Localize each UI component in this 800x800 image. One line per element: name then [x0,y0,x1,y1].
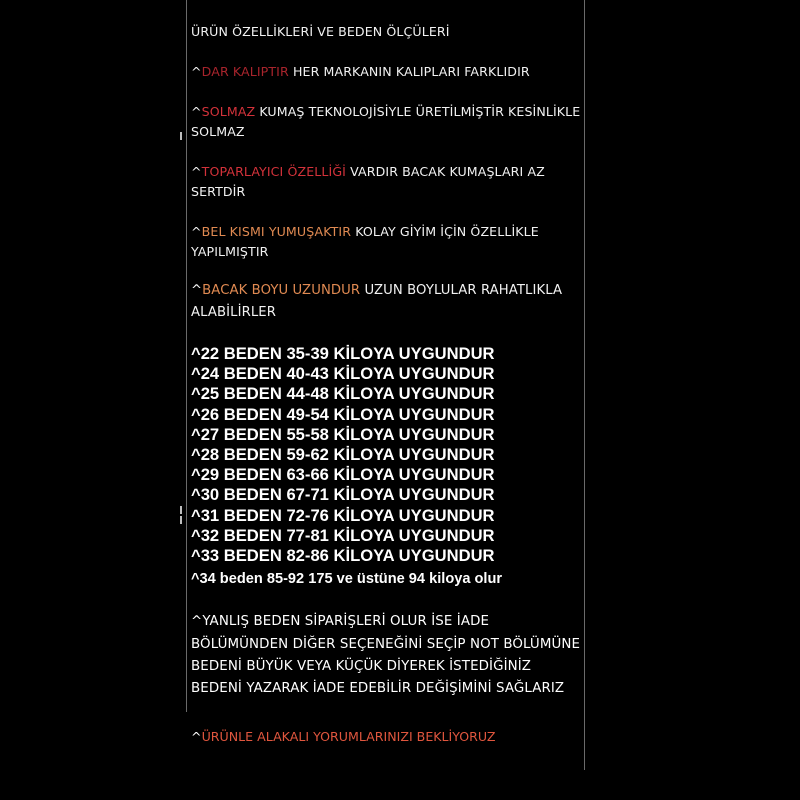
size-row: ^31 BEDEN 72-76 KİLOYA UYGUNDUR [191,505,495,525]
feature-soft-waist: ^BEL KISMI YUMUŞAKTIR KOLAY GİYİM İÇİN ÖZELLİKLE YAPILMIŞTIR [191,224,539,259]
size-row: ^33 BEDEN 82-86 KİLOYA UYGUNDUR [191,546,495,566]
size-row: ^30 BEDEN 67-71 KİLOYA UYGUNDUR [191,485,495,505]
panel-left-border [186,0,187,712]
size-row-34: ^34 beden 85-92 175 ve üstüne 94 kiloya olur [191,571,503,588]
size-row: ^28 BEDEN 59-62 KİLOYA UYGUNDUR [191,445,495,465]
edge-tick-mark [180,516,182,524]
size-row: ^22 BEDEN 35-39 KİLOYA UYGUNDUR [191,344,495,363]
size-row: ^29 BEDEN 63-66 KİLOYA UYGUNDUR [191,465,495,485]
size-chart [191,344,581,566]
page-title: ÜRÜN ÖZELLİKLERİ VE BEDEN ÖLÇÜLERİ [191,24,450,39]
size-row: ^24 BEDEN 40-43 KİLOYA UYGUNDUR [191,364,495,384]
footer-note: ^ÜRÜNLE ALAKALI YORUMLARINIZI BEKLİYORUZ [191,728,496,744]
feature-narrow-fit: ^DAR KALIPTIR HER MARKANIN KALIPLARI FARKLIDIR [191,64,530,79]
panel-right-border [584,0,585,770]
edge-tick-mark [180,132,182,140]
feature-long-leg: ^BACAK BOYU UZUNDUR UZUN BOYLULAR RAHATLIKLA ALABİLİRLER [191,283,563,320]
return-note: ^YANLIŞ BEDEN SİPARİŞLERİ OLUR İSE İADE BÖLÜMÜNDEN DİĞER SEÇENEĞİNİ SEÇİP NOT BÖLÜMÜNE BEDENİ BÜYÜK VEYA KÜÇÜK DİYEREK İSTEDİĞİNİZ BEDENİ YAZARAK İADE EDEBİLİR DEĞİŞİMİNİ SAĞLARIZ [191,614,581,697]
size-row: ^26 BEDEN 49-54 KİLOYA UYGUNDUR [191,404,495,424]
size-row: ^27 BEDEN 55-58 KİLOYA UYGUNDUR [191,424,495,444]
size-row: ^32 BEDEN 77-81 KİLOYA UYGUNDUR [191,525,495,545]
size-row: ^25 BEDEN 44-48 KİLOYA UYGUNDUR [191,384,495,404]
edge-tick-mark [180,506,182,514]
feature-no-fade: ^SOLMAZ KUMAŞ TEKNOLOJİSİYLE ÜRETİLMİŞTİR KESİNLİKLE SOLMAZ [191,104,581,139]
feature-shaping: ^TOPARLAYICI ÖZELLİĞİ VARDIR BACAK KUMAŞLARI AZ SERTDİR [191,164,545,199]
product-description [191,22,581,747]
